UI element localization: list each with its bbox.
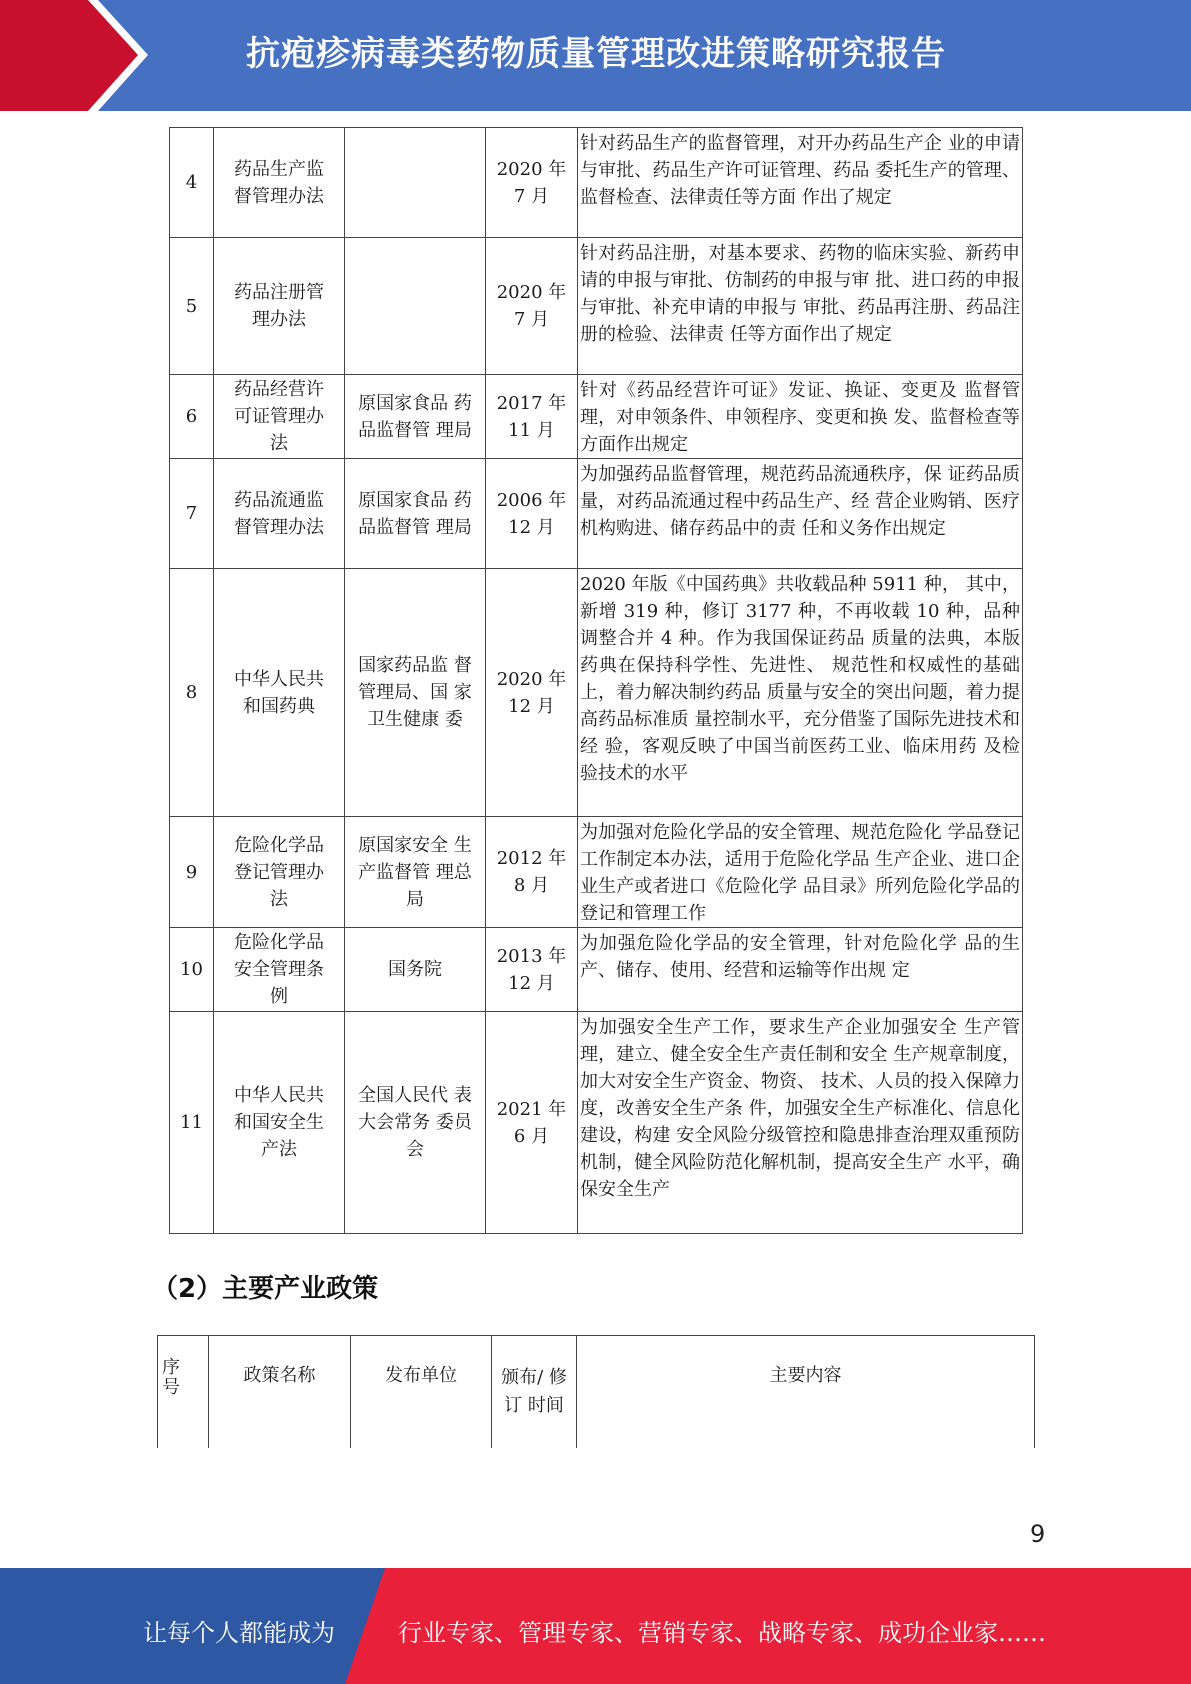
- date-line: 7 月: [513, 185, 550, 207]
- regulation-name-line: 中华人民共: [234, 668, 324, 690]
- regulation-name-line: 和国药典: [243, 695, 315, 717]
- regulations-table: [169, 127, 1023, 1234]
- cell-regulation-name: [214, 817, 345, 928]
- date-line: 7 月: [513, 309, 550, 330]
- cell-regulation-name: [214, 569, 345, 817]
- regulation-name-line: 督管理办法: [234, 516, 324, 538]
- cell-issuer: [345, 238, 486, 375]
- cell-date: [486, 928, 578, 1012]
- cell-issuer: [345, 375, 486, 459]
- date-line: 2017 年: [496, 392, 567, 414]
- header-time-line-2: 订 时间: [504, 1395, 564, 1416]
- page-header: [0, 0, 1191, 111]
- report-title: 抗疱疹病毒类药物质量管理改进策略研究报告: [246, 34, 946, 74]
- date-line: 6 月: [513, 1125, 550, 1147]
- table-row: [170, 569, 1023, 817]
- date-line: 12 月: [508, 695, 555, 717]
- regulation-name-line: 法: [270, 888, 288, 910]
- issuer-line: 国务院: [388, 959, 442, 980]
- cell-regulation-name: [214, 1012, 345, 1234]
- cell-issuer: [345, 928, 486, 1012]
- issuer-line: 产监督管 理总: [358, 861, 472, 883]
- regulation-name-line: 产法: [261, 1139, 297, 1160]
- date-line: 8 月: [513, 875, 550, 896]
- regulation-name-line: 危险化学品: [234, 932, 324, 953]
- cell-date: [486, 1012, 578, 1234]
- date-line: 2013 年: [496, 945, 567, 967]
- regulation-name-line: 中华人民共: [234, 1085, 324, 1106]
- header-cell-content: 主要内容: [577, 1336, 1035, 1449]
- header-time-line-1: 颁布/ 修: [501, 1367, 567, 1388]
- cell-content: 为加强危险化学品的安全管理，针对危险化学 品的生产、储存、使用、经营和运输等作出规 定: [578, 928, 1023, 1012]
- issuer-line: 会: [406, 1139, 424, 1160]
- issuer-line: 管理局、国 家: [358, 682, 472, 703]
- date-line: 2021 年: [496, 1098, 567, 1120]
- cell-issuer: [345, 459, 486, 569]
- issuer-line: 大会常务 委员: [358, 1112, 472, 1133]
- cell-content: 针对《药品经营许可证》发证、换证、变更及 监督管理，对申领条件、申领程序、变更和换 发、监督检查等方面作出规定: [578, 375, 1023, 459]
- issuer-line: 品监督管 理局: [358, 516, 472, 538]
- issuer-line: 卫生健康 委: [367, 709, 463, 730]
- cell-regulation-name: [214, 238, 345, 375]
- date-line: 2020 年: [496, 668, 567, 690]
- regulation-name-line: 安全管理条: [234, 959, 324, 980]
- cell-date: [486, 375, 578, 459]
- table-row: [170, 817, 1023, 928]
- header-no-line-2: 号: [162, 1377, 180, 1398]
- date-line: 2020 年: [496, 282, 567, 303]
- header-no-line-1: 序: [162, 1357, 180, 1378]
- page-number: 9: [1030, 1520, 1046, 1548]
- regulation-name-line: 登记管理办: [234, 861, 324, 883]
- cell-number: 11: [170, 1012, 214, 1234]
- cell-content: 针对药品生产的监督管理，对开办药品生产企 业的申请与审批、药品生产许可证管理、药品 委托生产的管理、监督检查、法律责任等方面 作出了规定: [578, 128, 1023, 238]
- cell-content: 为加强安全生产工作，要求生产企业加强安全 生产管理，建立、健全安全生产责任制和安全 生产规章制度，加大对安全生产资金、物资、 技术、人员的投入保障力度，改善安全生产条 件，加强安全生产标准化、信息化建设，构建 安全风险分级管控和隐患排查治理双重预防 机制，健全风险防范化解机制，提高安全生产 水平，确保安全生产: [578, 1012, 1023, 1234]
- date-line: 12 月: [508, 972, 555, 994]
- cell-regulation-name: [214, 459, 345, 569]
- cell-issuer: [345, 1012, 486, 1234]
- regulation-name-line: 药品流通监: [234, 489, 324, 511]
- regulation-name-line: 法: [270, 433, 288, 454]
- issuer-line: 品监督管 理局: [358, 419, 472, 441]
- header-arrow-graphic: [0, 0, 160, 111]
- issuer-line: 原国家食品 药: [358, 392, 472, 414]
- footer-slogan-right: 行业专家、管理专家、营销专家、战略专家、成功企业家……: [398, 1619, 1046, 1647]
- cell-number: 4: [170, 128, 214, 238]
- regulation-name-line: 和国安全生: [234, 1112, 324, 1133]
- date-line: 2012 年: [496, 848, 567, 869]
- header-cell-no: [158, 1336, 209, 1449]
- date-line: 11 月: [508, 419, 555, 441]
- policy-table-header-row: [158, 1336, 1035, 1449]
- regulation-name-line: 理办法: [252, 309, 306, 330]
- regulation-name-line: 药品生产监: [234, 158, 324, 180]
- footer-slogan-left: 让每个人都能成为: [143, 1619, 335, 1647]
- issuer-line: 原国家安全 生: [358, 834, 472, 856]
- cell-number: 7: [170, 459, 214, 569]
- issuer-line: 局: [406, 888, 424, 910]
- cell-number: 9: [170, 817, 214, 928]
- cell-date: [486, 817, 578, 928]
- cell-issuer: [345, 569, 486, 817]
- regulation-name-line: 危险化学品: [234, 834, 324, 856]
- table-row: [170, 375, 1023, 459]
- header-cell-name: 政策名称: [209, 1336, 351, 1449]
- regulation-name-line: 可证管理办: [234, 406, 324, 427]
- cell-content: 2020 年版《中国药典》共收载品种 5911 种， 其中，新增 319 种，修订 3177 种，不再收载 10 种，品种调整合并 4 种。作为我国保证药品 质量的法典，本版药典在保持科学性、先进性、 规范性和权威性的基础上，着力解决制约药品 质量与安全的突出问题，着力提高药品标准质 量控制水平，充分借鉴了国际先进技术和经 验，客观反映了中国当前医药工业、临床用药 及检验技术的水平: [578, 569, 1023, 817]
- table-row: [170, 459, 1023, 569]
- header-cell-time: [492, 1336, 577, 1449]
- table-row: [170, 928, 1023, 1012]
- cell-issuer: [345, 817, 486, 928]
- cell-date: [486, 128, 578, 238]
- issuer-line: 原国家食品 药: [358, 489, 472, 511]
- issuer-line: 全国人民代 表: [358, 1085, 472, 1106]
- policy-table: [157, 1335, 1035, 1448]
- regulation-name-line: 药品经营许: [234, 379, 324, 400]
- section-heading: （2）主要产业政策: [152, 1274, 379, 1304]
- cell-regulation-name: [214, 128, 345, 238]
- table-row: [170, 128, 1023, 238]
- date-line: 2020 年: [496, 158, 567, 180]
- cell-content: 为加强对危险化学品的安全管理、规范危险化 学品登记工作制定本办法，适用于危险化学品 生产企业、进口企业生产或者进口《危险化学 品目录》所列危险化学品的登记和管理工作: [578, 817, 1023, 928]
- issuer-line: 国家药品监 督: [358, 655, 472, 676]
- cell-number: 6: [170, 375, 214, 459]
- cell-date: [486, 569, 578, 817]
- cell-date: [486, 238, 578, 375]
- cell-date: [486, 459, 578, 569]
- header-cell-issuer: 发布单位: [351, 1336, 492, 1449]
- date-line: 2006 年: [496, 489, 567, 511]
- cell-number: 10: [170, 928, 214, 1012]
- regulation-name-line: 例: [270, 986, 288, 1007]
- cell-number: 8: [170, 569, 214, 817]
- table-row: [170, 238, 1023, 375]
- cell-number: 5: [170, 238, 214, 375]
- regulation-name-line: 督管理办法: [234, 185, 324, 207]
- cell-issuer: [345, 128, 486, 238]
- cell-content: 为加强药品监督管理，规范药品流通秩序，保 证药品质量，对药品流通过程中药品生产、经 营企业购销、医疗机构购进、储存药品中的责 任和义务作出规定: [578, 459, 1023, 569]
- table-row: [170, 1012, 1023, 1234]
- cell-regulation-name: [214, 928, 345, 1012]
- cell-content: 针对药品注册，对基本要求、药物的临床实验、新药申请的申报与审批、仿制药的申报与审 批、进口药的申报与审批、补充申请的申报与 审批、药品再注册、药品注册的检验、法律责 任等方面作出了规定: [578, 238, 1023, 375]
- cell-regulation-name: [214, 375, 345, 459]
- regulation-name-line: 药品注册管: [234, 282, 324, 303]
- date-line: 12 月: [508, 516, 555, 538]
